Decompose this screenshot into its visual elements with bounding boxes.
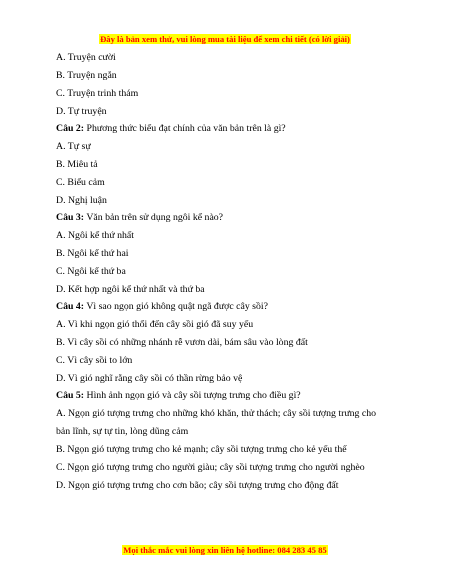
- q2-option-b: B. Miêu tả: [56, 159, 98, 170]
- q2-option-d: D. Nghị luận: [56, 195, 107, 206]
- question-5-text: Hình ảnh ngọn gió và cây sồi tượng trưng cho điều gì?: [84, 390, 301, 401]
- hotline-footer-text: Mọi thắc mắc vui lòng xin liên hệ hotline: 084 283 45 85: [123, 545, 327, 555]
- q3-option-d: D. Kết hợp ngôi kể thứ nhất và thứ ba: [56, 284, 205, 295]
- question-2-label: Câu 2:: [56, 123, 85, 134]
- question-3-label: Câu 3:: [56, 212, 85, 223]
- q3-option-a: A. Ngôi kể thứ nhất: [56, 230, 134, 241]
- q1-option-d: D. Tự truyện: [56, 106, 107, 117]
- q4-option-c: C. Vì cây sồi to lớn: [56, 355, 133, 366]
- hotline-footer: [0, 545, 450, 556]
- q3-option-c: C. Ngôi kể thứ ba: [56, 266, 126, 277]
- q4-option-d: D. Vì gió nghĩ rằng cây sồi có thần rừng bảo vệ: [56, 373, 243, 384]
- question-5-label: Câu 5:: [56, 390, 85, 401]
- q4-option-b: B. Vì cây sồi có những nhánh rễ vươn dài, bám sâu vào lòng đất: [56, 337, 308, 348]
- q2-option-a: A. Tự sự: [56, 141, 91, 152]
- q5-option-b: B. Ngọn gió tượng trưng cho kẻ mạnh; cây sồi tượng trưng cho kẻ yếu thế: [56, 444, 347, 455]
- question-2: [56, 123, 286, 135]
- q5-option-a-continued: bản lĩnh, sự tự tin, lòng dũng cảm: [56, 426, 189, 437]
- q5-option-d: D. Ngọn gió tượng trưng cho cơn bão; cây sồi tượng trưng cho động đất: [56, 480, 339, 491]
- question-3-text: Văn bản trên sử dụng ngôi kể nào?: [84, 212, 224, 223]
- q1-option-b: B. Truyện ngắn: [56, 70, 117, 81]
- question-2-text: Phương thức biểu đạt chính của văn bản trên là gì?: [84, 123, 286, 134]
- question-4-label: Câu 4:: [56, 301, 85, 312]
- q1-option-c: C. Truyện trinh thám: [56, 88, 139, 99]
- question-4: [56, 301, 268, 313]
- question-3: [56, 212, 223, 224]
- q4-option-a: A. Vì khi ngọn gió thổi đến cây sồi gió đã suy yếu: [56, 319, 254, 330]
- q1-option-a: A. Truyện cười: [56, 52, 116, 63]
- q5-option-a: A. Ngọn gió tượng trưng cho những khó khăn, thử thách; cây sồi tượng trưng cho: [56, 408, 377, 419]
- q2-option-c: C. Biểu cảm: [56, 177, 105, 188]
- question-4-text: Vì sao ngọn gió không quật ngã được cây sồi?: [84, 301, 268, 312]
- preview-banner-text: Đây là bản xem thử, vui lòng mua tài liệu để xem chi tiết (có lời giải): [100, 34, 350, 44]
- q3-option-b: B. Ngôi kể thứ hai: [56, 248, 129, 259]
- question-5: [56, 390, 301, 402]
- preview-banner: [0, 34, 450, 45]
- q5-option-c: C. Ngọn gió tượng trưng cho người giàu; cây sồi tượng trưng cho người nghèo: [56, 462, 365, 473]
